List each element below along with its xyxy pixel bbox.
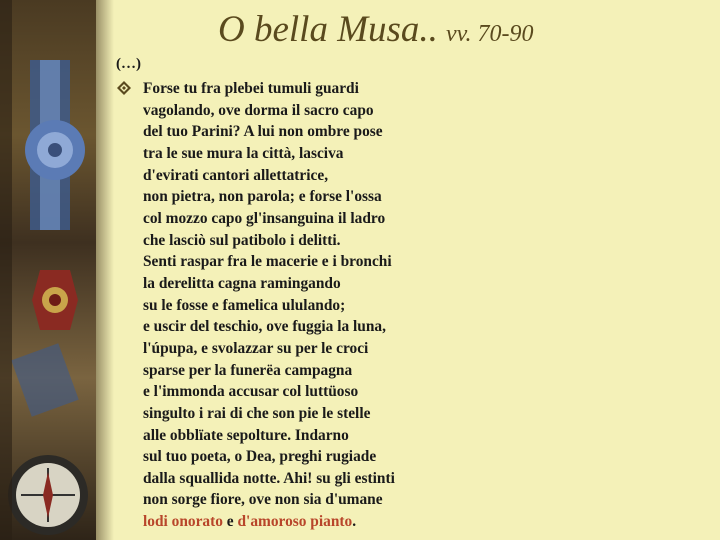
- poem-text: [143, 78, 395, 533]
- medal-and-compass-image: [0, 0, 96, 540]
- poem-line: alle obblïate sepolture. Indarno: [143, 426, 349, 444]
- highlight-amoroso-pianto: d'amoroso pianto: [237, 513, 353, 531]
- slide-title: [218, 8, 533, 51]
- poem-line: non sorge fiore, ove non sia d'umane: [143, 491, 383, 509]
- poem-line: singulto i rai di che son pie le stelle: [143, 404, 371, 422]
- poem-line: e l'immonda accusar col luttüoso: [143, 383, 359, 401]
- poem-line: non pietra, non parola; e forse l'ossa: [143, 188, 382, 206]
- poem-line: su le fosse e famelica ululando;: [143, 296, 346, 314]
- conjunction: e: [222, 513, 238, 531]
- poem-line: che lasciò sul patibolo i delitti.: [143, 231, 341, 249]
- poem-line: del tuo Parini? A lui non ombre pose: [143, 123, 383, 141]
- omission-mark: (…): [116, 56, 141, 72]
- diamond-bullet-icon: [117, 81, 131, 95]
- poem-line: col mozzo capo gl'insanguina il ladro: [143, 209, 386, 227]
- poem-line: Senti raspar fra le macerie e i bronchi: [143, 253, 392, 271]
- poem-line: d'evirati cantori allettatrice,: [143, 166, 329, 184]
- slide-title-text: O bella Musa..: [218, 9, 438, 50]
- poem-line: sparse per la funerëa campagna: [143, 361, 353, 379]
- poem-line: la derelitta cagna ramingando: [143, 274, 341, 292]
- poem-line: dalla squallida notte. Ahi! su gli estinti: [143, 469, 395, 487]
- strip-fade: [96, 0, 114, 540]
- poem-line: l'úpupa, e svolazzar su per le croci: [143, 339, 369, 357]
- poem-line: vagolando, ove dorma il sacro capo: [143, 101, 374, 119]
- poem-line: tra le sue mura la città, lasciva: [143, 144, 344, 162]
- poem-line: sul tuo poeta, o Dea, preghi rugiade: [143, 448, 377, 466]
- slide-subtitle: vv. 70-90: [445, 21, 534, 47]
- poem-line: e uscir del teschio, ove fuggia la luna,: [143, 318, 386, 336]
- decorative-image-strip: [0, 0, 96, 540]
- final-period: .: [352, 513, 357, 531]
- poem-last-line: [143, 511, 395, 533]
- poem-line: Forse tu fra plebei tumuli guardi: [143, 80, 359, 97]
- highlight-lodi-onorato: lodi onorato: [143, 513, 223, 531]
